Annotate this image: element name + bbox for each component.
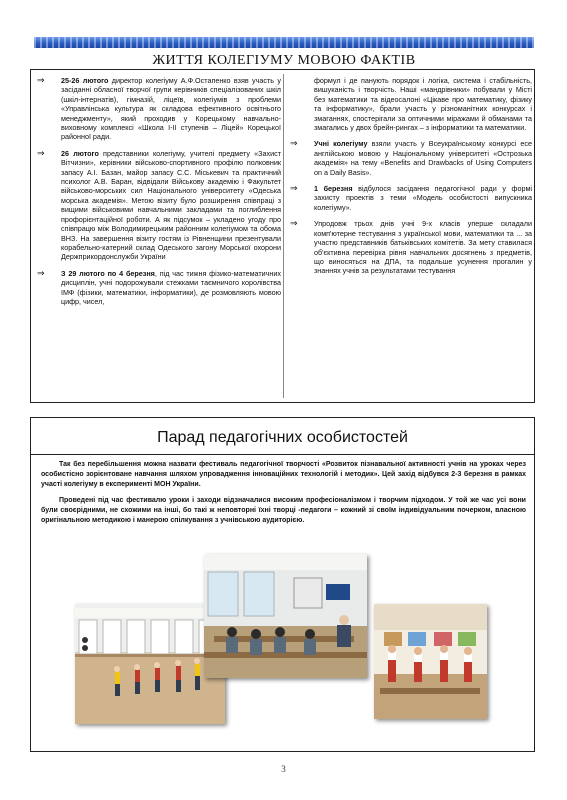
news-item: [288, 76, 532, 132]
news-text: взяли участь у Всеукраїнському конкурсі есе англійською мовою у Національному університеті «Острозька академія» на тему «Benefits and Drawbacks of Using Computers on a Daily Basis».: [314, 139, 533, 177]
news-text: Упродовж трьох днів учні 9-х класів уперше складали комп'ютерне тестування з української мови, математики та ... за участю представників батьківських комітетів. За мету ставилася об'єктивна перевірка рівня навчальних досягнень з предметів, що виносяться на ДПА, та подальше усунення прогалин у знаннях учнів за результатами тестування: [314, 219, 532, 276]
page-number: 3: [281, 764, 286, 774]
news-item: [288, 219, 532, 275]
divider: [31, 454, 534, 455]
classroom-photo: [204, 554, 367, 678]
news-date: 26 лютого: [61, 148, 99, 158]
news-date: Учні колегіуму: [314, 139, 368, 149]
arrow-icon: ⇒: [37, 147, 45, 158]
gym-photo: [75, 604, 225, 724]
news-date: З 29 лютого по 4 березня: [61, 268, 155, 278]
news-column-left: [35, 76, 281, 313]
arrow-icon: ⇒: [37, 267, 45, 278]
parade-box: [30, 417, 535, 752]
news-item: [35, 76, 281, 142]
news-text: директор колегіуму А.Ф.Остапенко взяв участь у засіданні обласної творчої групи керівників спеціалізованих шкіл (шкіл-інтернатів), гімназій, ліцеїв, колегіумів з проблеми «Управлінська культура як складова ефективного освітнього менеджменту», який проходив у Корецькому навчально-виховному комплексі «Школа І-ІІ ступенів – Ліцей» Корецької районної ради.: [61, 76, 281, 142]
parade-paragraph: Проведені під час фестивалю уроки і заходи відзначалися високим професіоналізмом і творчим підходом. У той же час усі вони були своєрідними, не схожими на інші, бо такі ж неповторні їхні творці -педагоги – кожний зі своїм індивідуальним почерком, власною оригінальною методикою і манерою спілкування з учнівською аудиторією.: [41, 496, 526, 525]
parade-text: [41, 460, 526, 531]
news-text: відбулося засідання педагогічної ради у формі захисту проектів з теми «Модель особистості випускника колегіуму».: [314, 184, 532, 212]
parade-paragraph: Так без перебільшення можна назвати фестиваль педагогічної творчості «Розвиток пізнавальної активності учнів на уроках через особистісно зорієнтоване навчання шляхом упровадження інноваційних технологій і методик». Цей захід відбувся 2-3 березня в рамках участі колегіуму в експерименті МОН України.: [41, 461, 526, 489]
news-date: 25-26 лютого: [61, 76, 109, 85]
news-item: [35, 269, 281, 307]
parade-title: Парад педагогічних особистостей: [157, 429, 408, 446]
news-text: представники колегіуму, учителі предмету «Захист Вітчизни», керівники військово-спортивного профілю полковник запасу А.І. Базан, майор запасу С.С. Міськевич та практичний психолог А.В. Баран, відвідали Військову академію і Факультет військово-морських сил Національного університету «Одеська морська академія». Метою візиту було розширення співпраці з вищими військовими навчальними закладами та поглиблення профорієнтаційної роботи. А як підсумок – укладено угоду про співпрацю між Володимирецьким районним колегіумом та обома ВНЗ. На завершення візиту гостям із Рівненщини презентували корабельно-катерний склад Одеського загону Морської охорони Держприкордонслужби України: [61, 148, 281, 262]
arrow-icon: ⇒: [37, 75, 45, 85]
arrow-icon: ⇒: [290, 138, 298, 149]
news-item: [288, 139, 532, 177]
festival-photo: [374, 604, 487, 719]
news-box: [30, 69, 535, 403]
news-item: [35, 149, 281, 262]
news-column-right: [288, 76, 532, 283]
section-title: ЖИТТЯ КОЛЕГІУМУ МОВОЮ ФАКТІВ: [152, 53, 416, 68]
news-text: , під час тижня фізико-математичних дисциплін, учні подорожували стежками таємничого королівства ІМФ (фізики, математики, інформатики), де розмовляють мовою цифр, чисел,: [61, 268, 281, 306]
top-decorative-bar: [34, 37, 534, 48]
news-date: 1 березня: [314, 184, 353, 194]
arrow-icon: ⇒: [290, 218, 298, 229]
arrow-icon: ⇒: [290, 183, 298, 194]
news-item: [288, 184, 532, 212]
column-divider: [283, 74, 284, 398]
news-text: формул і де панують порядок і логіка, система і стабільність, вишуканість і творчість. Наші «мандрівники» побували у Місті без математики та відеосалоні «Цікаве про математику, фізику та інформатику», брали участь у різноманітних конкурсах і змаганнях, спостерігали за оптичними міражами й обманами та змагались у двох брейн-рингах – з інформатики та математики.: [314, 76, 532, 133]
